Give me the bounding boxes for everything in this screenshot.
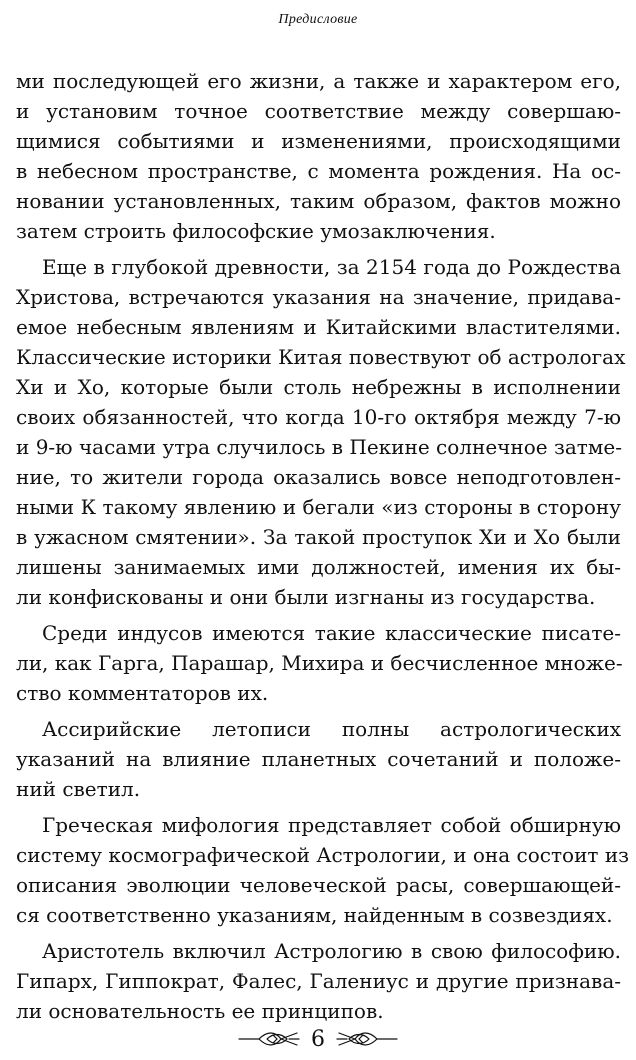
text-line: Греческая мифология представляет собой обширную bbox=[42, 813, 621, 837]
text-line: Классические историки Китая повествуют об астрологах bbox=[16, 345, 626, 369]
text-line: Гипарх, Гиппократ, Фалес, Галениус и другие признава- bbox=[16, 969, 621, 993]
text-line: Ассирийские летописи полны астрологических bbox=[42, 717, 621, 741]
text-line: Еще в глубокой древности, за 2154 года до Рождества bbox=[42, 255, 621, 279]
text-line: в ужасном смятении». За такой проступок Хи и Хо были bbox=[16, 525, 621, 549]
text-line: ными К такому явлению и бегали «из стороны в сторону bbox=[16, 495, 621, 519]
text-line: Хи и Хо, которые были столь небрежны в исполнении bbox=[16, 375, 621, 399]
text-line: ся соответственно указаниям, найденным в созвездиях. bbox=[16, 903, 613, 927]
vine-ornament-icon bbox=[335, 1029, 399, 1049]
text-line: Христова, встречаются указания на значение, придава- bbox=[16, 285, 621, 309]
text-line: своих обязанностей, что когда 10-го октября между 7-ю bbox=[16, 405, 621, 429]
paragraph-5 bbox=[16, 810, 630, 930]
text-line: Среди индусов имеются такие классические писате- bbox=[42, 621, 621, 645]
text-line: ний светил. bbox=[16, 777, 141, 801]
text-line: новании установленных, таким образом, фактов можно bbox=[16, 189, 621, 213]
text-line: емое небесным явлениям и Китайскими властителями. bbox=[16, 315, 621, 339]
paragraph-6 bbox=[16, 936, 621, 1026]
paragraph-3 bbox=[16, 618, 621, 708]
page-footer bbox=[0, 1024, 636, 1054]
body-text bbox=[16, 66, 630, 1026]
text-line: указаний на влияние планетных сочетаний и положе- bbox=[16, 747, 621, 771]
text-line: ство комментаторов их. bbox=[16, 681, 269, 705]
paragraph-1 bbox=[16, 66, 621, 246]
text-line: Аристотель включил Астрологию в свою философию. bbox=[42, 939, 621, 963]
text-line: систему космографической Астрологии, и она состоит из bbox=[16, 843, 630, 867]
text-line: ли конфискованы и они были изгнаны из государства. bbox=[16, 585, 596, 609]
text-line: ми последующей его жизни, а также и характером его, bbox=[16, 69, 621, 93]
text-line: ли, как Гарга, Парашар, Михира и бесчисленное множе- bbox=[16, 651, 623, 675]
paragraph-4 bbox=[16, 714, 621, 804]
text-line: лишены занимаемых ими должностей, имения их бы- bbox=[16, 555, 621, 579]
text-line: и 9-ю часами утра случилось в Пекине солнечное затме- bbox=[16, 435, 622, 459]
page-number: 6 bbox=[311, 1026, 325, 1052]
text-line: и установим точное соответствие между совершаю- bbox=[16, 99, 621, 123]
text-line: затем строить философские умозаключения. bbox=[16, 219, 496, 243]
text-line: щимися событиями и изменениями, происходящими bbox=[16, 129, 621, 153]
vine-ornament-icon bbox=[237, 1029, 301, 1049]
text-line: ли основательность ее принципов. bbox=[16, 999, 384, 1023]
paragraph-2 bbox=[16, 252, 626, 612]
text-line: ние, то жители города оказались вовсе неподготовлен- bbox=[16, 465, 621, 489]
text-line: в небесном пространстве, с момента рождения. На ос- bbox=[16, 159, 621, 183]
text-line: описания эволюции человеческой расы, совершающей- bbox=[16, 873, 621, 897]
running-title: Предисловие bbox=[278, 12, 358, 27]
